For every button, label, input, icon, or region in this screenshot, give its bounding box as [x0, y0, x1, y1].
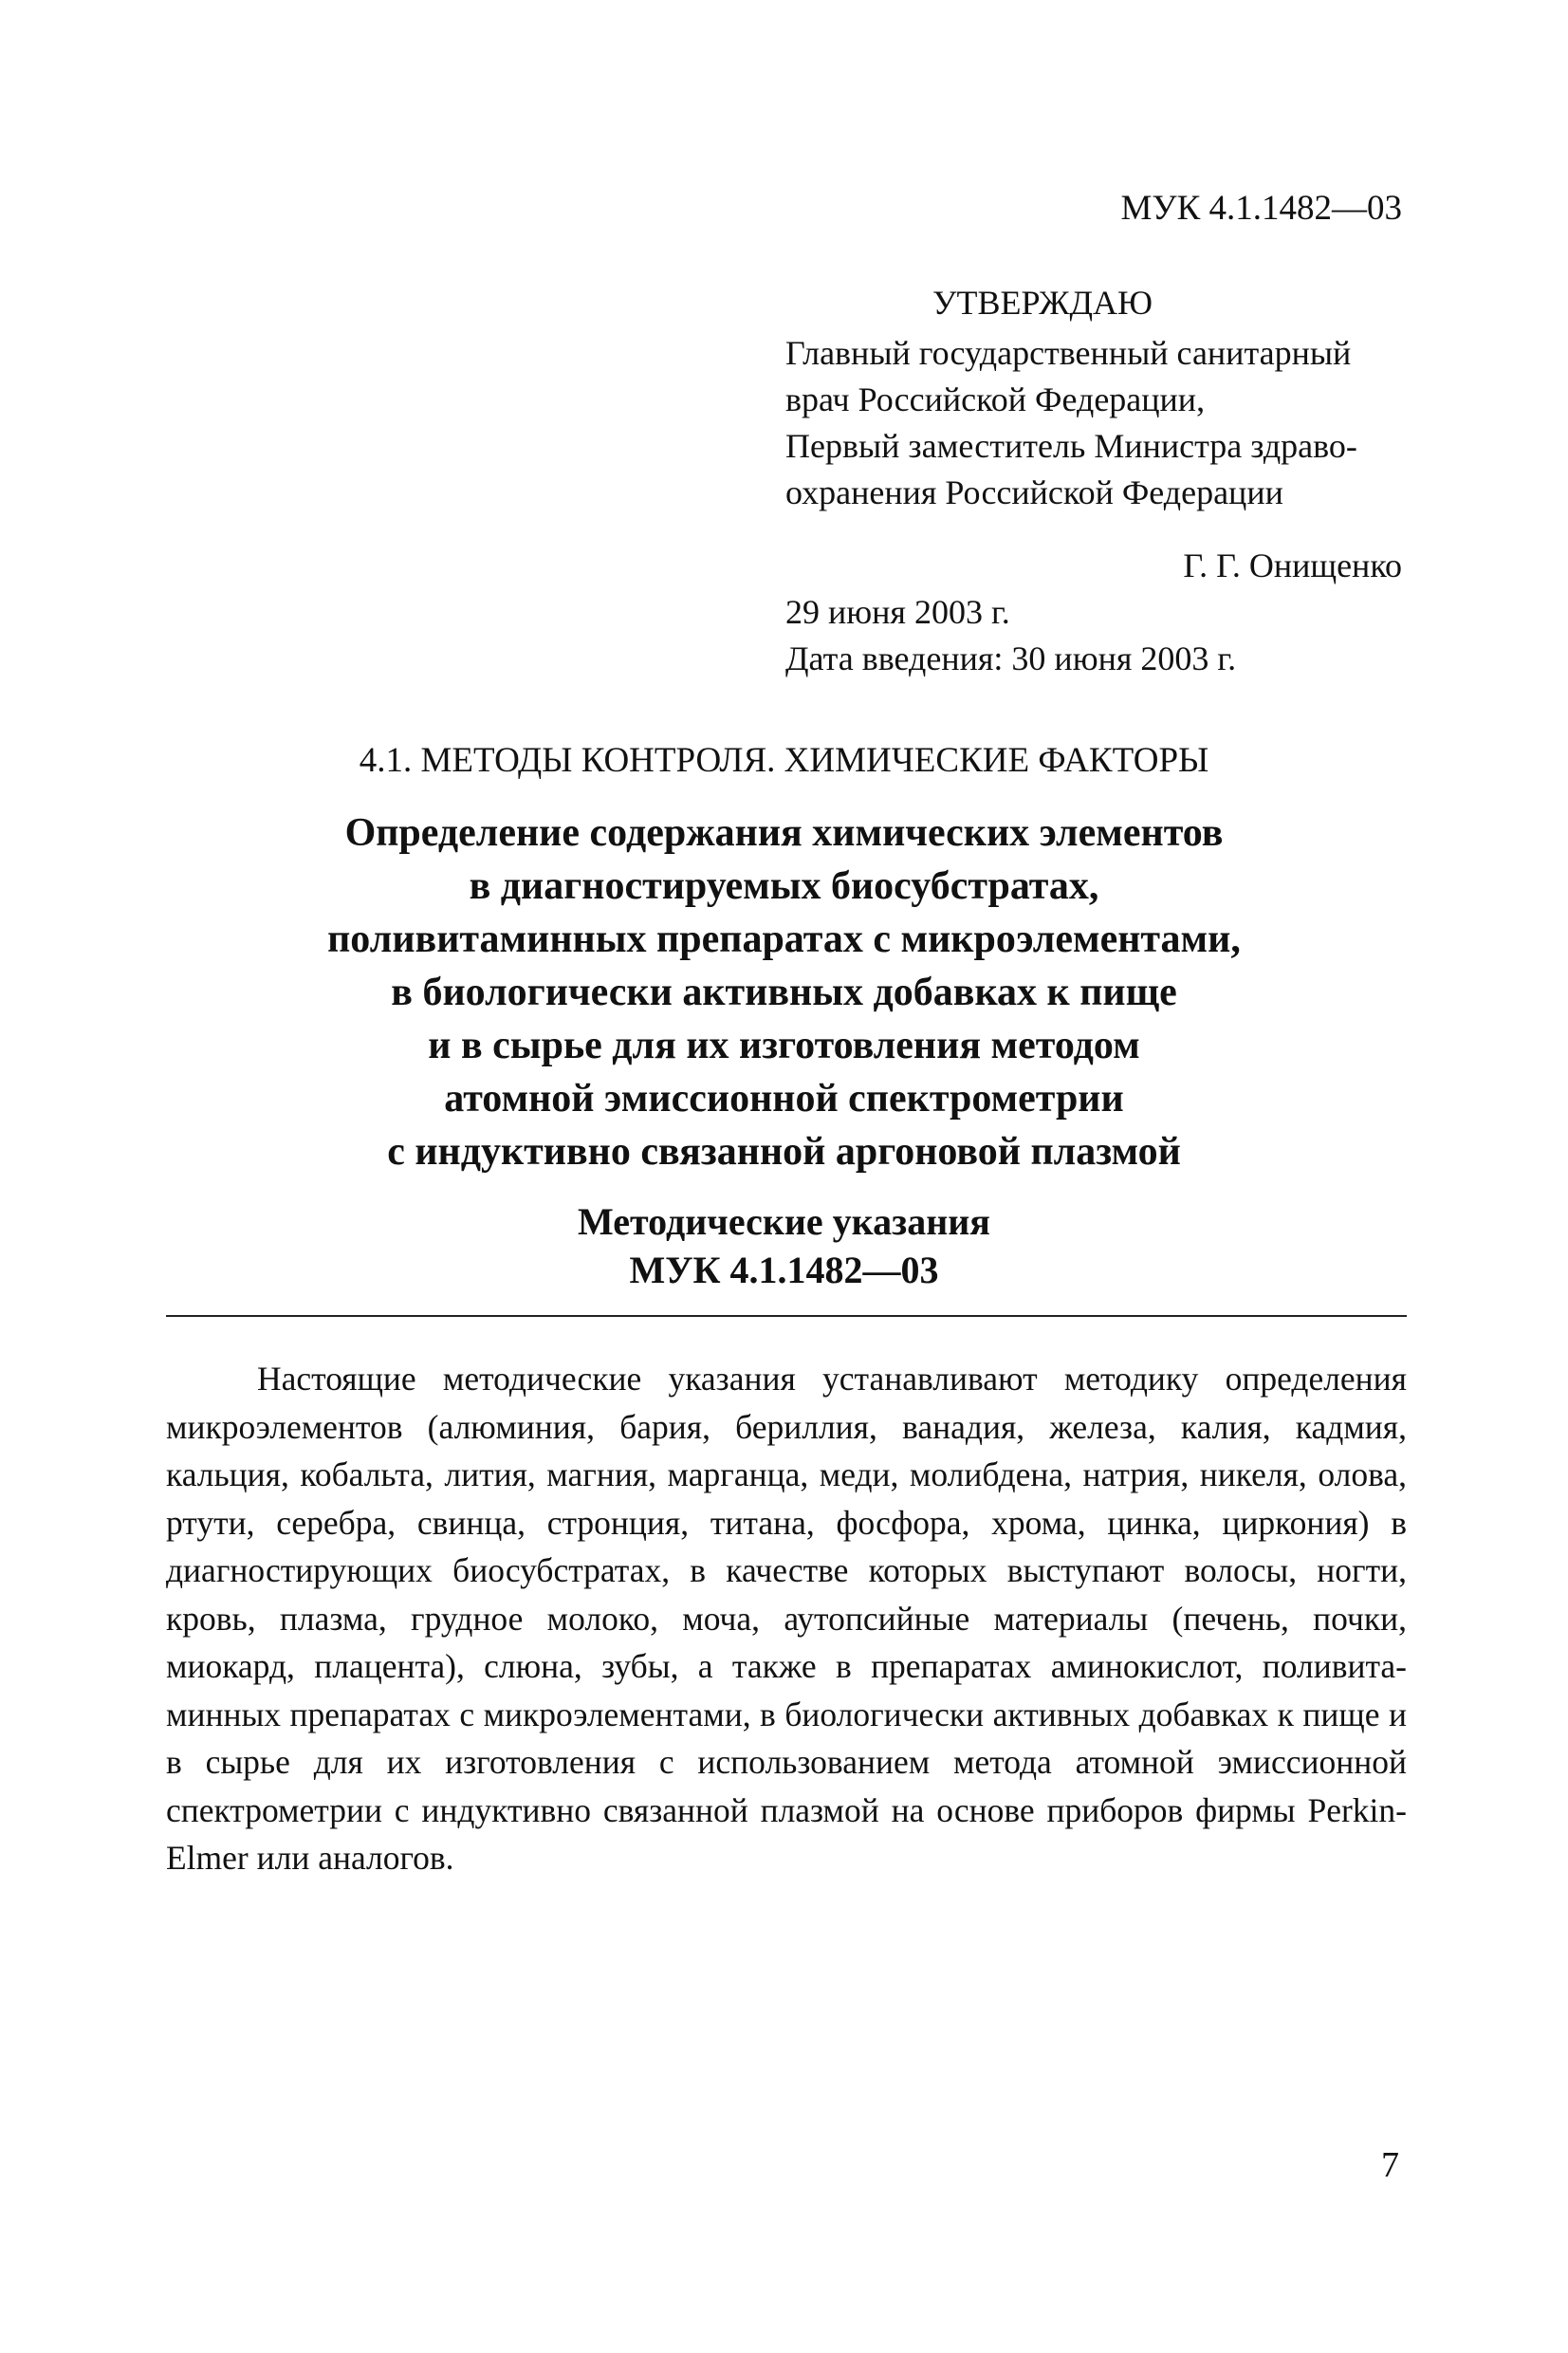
document-code-header: МУК 4.1.1482—03	[1120, 189, 1402, 228]
effective-date: Дата введения: 30 июня 2003 г.	[785, 639, 1237, 677]
approval-signer: Г. Г. Онищенко	[1183, 547, 1402, 584]
approval-position-line: Первый заместитель Министра здраво-	[785, 427, 1357, 465]
document-code: МУК 4.1.1482—03	[629, 1249, 939, 1291]
document-title-line: с индуктивно связанной аргоновой плазмой	[387, 1130, 1181, 1174]
document-type: Методические указания	[578, 1200, 990, 1243]
document-title	[0, 806, 1568, 1178]
document-title-line: в диагностируемых биосубстратах,	[469, 864, 1099, 908]
document-title-line: в биологически активных добавках к пище	[391, 971, 1177, 1014]
divider	[166, 1315, 1407, 1317]
approval-position-line: Главный государственный санитарный	[785, 334, 1352, 372]
approval-position-line: охранения Российской Федерации	[785, 473, 1283, 511]
document-subtitle-block	[0, 1197, 1568, 1294]
approval-block	[785, 280, 1402, 682]
document-title-line: атомной эмиссионной спектрометрии	[444, 1077, 1124, 1121]
document-title-line: поливитаминных препаратах с микроэлементами,	[327, 917, 1241, 961]
page-number: 7	[1381, 2145, 1399, 2185]
document-title-line: и в сырье для их изготовления методом	[428, 1024, 1140, 1067]
body-paragraph: Настоящие методические указания устанавливают методику определения микроэлементов (алюминия, бария, бериллия, ванадия, железа, калия, кадмия, кальция, кобальта, лития, магния, марганца, меди, молибдена, натрия, никеля, олова, ртути, серебра, свинца, стронция, титана, фосфора, хрома, цинка, циркония) в диагностирующих биосубстратах, в качестве которых выступают волосы, ногти, кровь, плазма, грудное молоко, моча, аутопсийные материалы (печень, почки, миокард, плацента), слюна, зубы, а также в препаратах аминокислот, поливитаминных препаратах с микроэлементами, в биологически активных добавках к пище и в сырье для их изготовления с использованием метода атомной эмиссионной спектрометрии с индуктивно связанной плазмой на основе приборов фирмы Perkin-Elmer или аналогов.	[166, 1360, 1407, 1877]
document-title-line: Определение содержания химических элементов	[344, 811, 1224, 855]
section-title: 4.1. МЕТОДЫ КОНТРОЛЯ. ХИМИЧЕСКИЕ ФАКТОРЫ	[359, 741, 1209, 780]
approval-title: УТВЕРЖДАЮ	[932, 284, 1153, 322]
approval-position-line: врач Российской Федерации,	[785, 380, 1206, 418]
approval-date: 29 июня 2003 г.	[785, 593, 1010, 631]
